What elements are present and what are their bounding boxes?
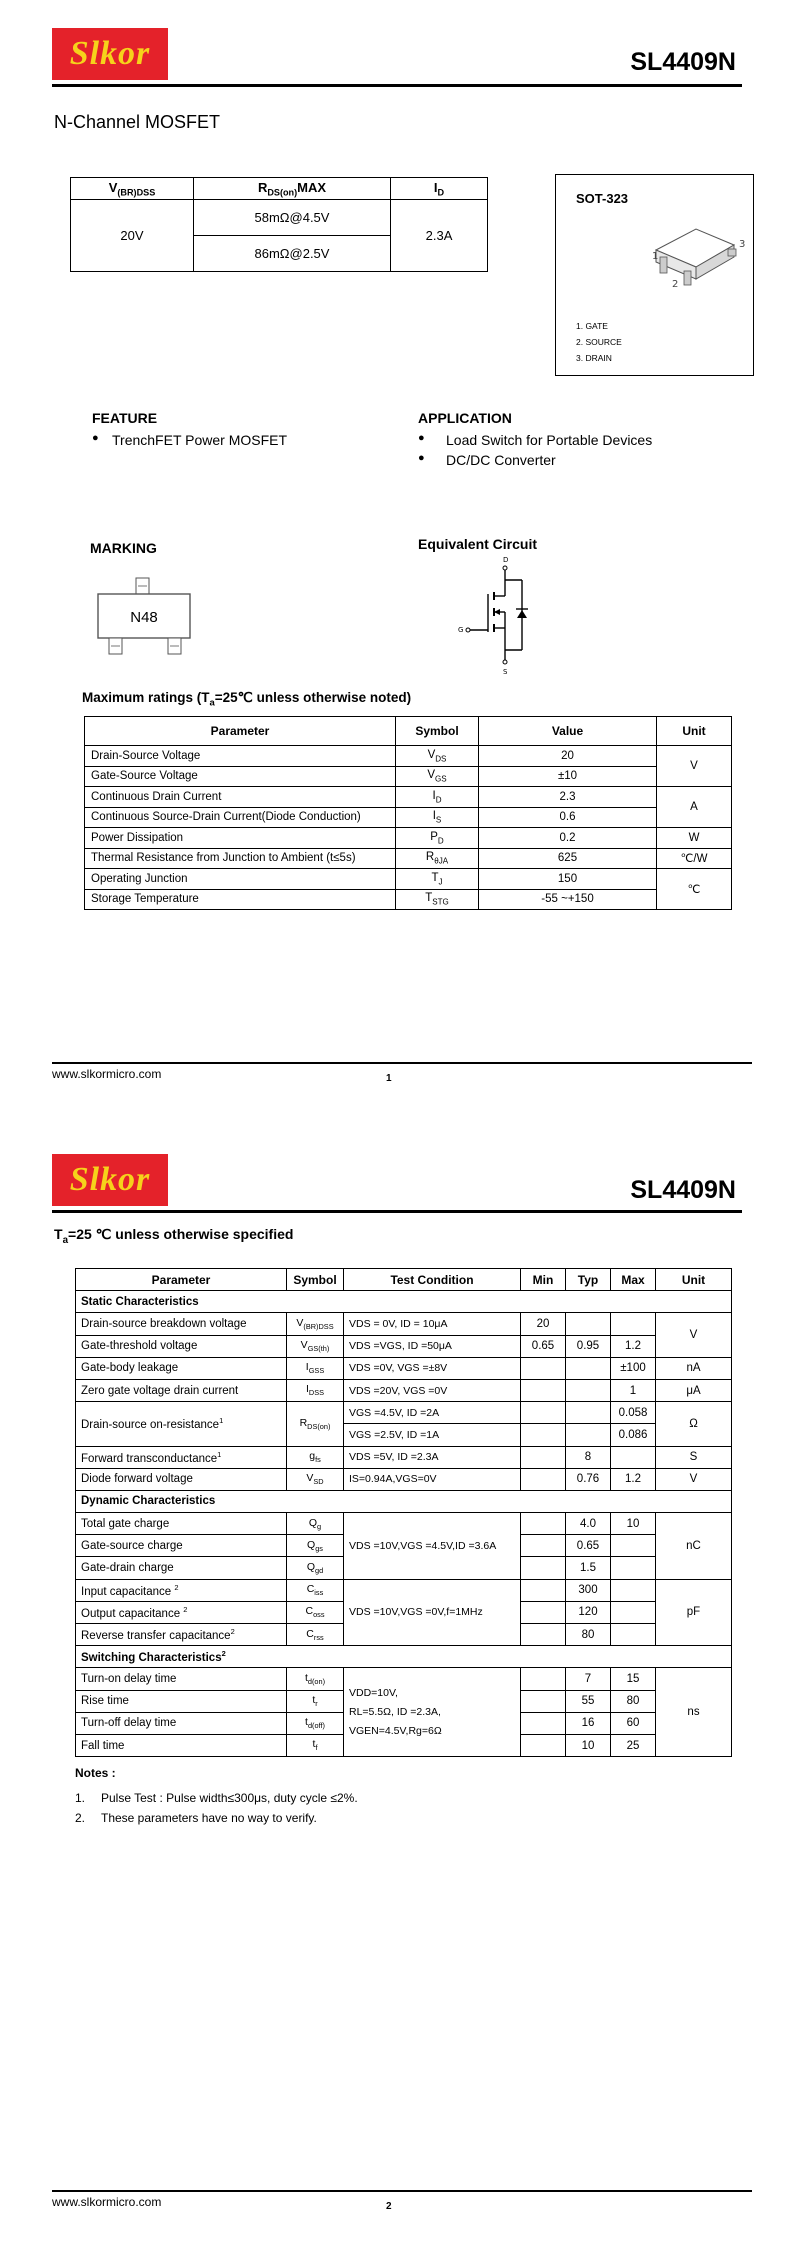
table-row: Power Dissipation $P_D$ 0.2 W [85, 828, 732, 849]
switching-section-title: Switching Characteristics$^2$ [76, 1646, 732, 1668]
page-number: 2 [386, 2201, 392, 2212]
feature-item: ● TrenchFET Power MOSFET [92, 432, 287, 452]
table-row: Turn-off delay time $t_{d(off)}$ 16 60 [76, 1712, 732, 1734]
footer-url: www.slkormicro.com [52, 2195, 162, 2209]
rds-header: $R_{DS(on)}MAX$ [194, 178, 391, 200]
pin-label-source: 2. SOURCE [576, 337, 622, 347]
conditions-heading: $T_a=25$ ℃ unless otherwise specified [54, 1226, 294, 1246]
table-row: Reverse transfer capacitance$^2$ $C_{rss}$ 80 [76, 1624, 732, 1646]
device-subtitle: N-Channel MOSFET [54, 112, 221, 132]
sot323-package-drawing [646, 215, 746, 295]
max-ratings-table [84, 716, 732, 910]
feature-list [92, 432, 287, 452]
table-row: Fall time $t_f$ 10 25 [76, 1734, 732, 1756]
part-number: SL4409N [630, 1176, 736, 1204]
table-row: Continuous Source-Drain Current(Diode Conduction) $I_S$ 0.6 [85, 807, 732, 828]
table-row: Total gate charge $Q_g$ VDS =10V,VGS =4.5V,ID =3.6A 4.0 10 nC [76, 1513, 732, 1535]
gate-label: G [458, 626, 464, 634]
part-number: SL4409N [630, 48, 736, 76]
table-row: Operating Junction $T_J$ 150 ℃ [85, 869, 732, 890]
table-row: Gate-Source Voltage $V_{GS}$ ±10 [85, 766, 732, 787]
equivalent-circuit-title: Equivalent Circuit [418, 536, 538, 552]
table-row: Zero gate voltage drain current $I_{DSS}$ VDS =20V, VGS =0V 1 μA [76, 1379, 732, 1401]
footer-rule [52, 2190, 752, 2192]
table-row: Input capacitance $^2$ $C_{iss}$ VDS =10V,VGS =0V,f=1MHz 300 pF [76, 1579, 732, 1601]
pin-label-drain: 3. DRAIN [576, 353, 612, 363]
table-row: Drain-source on-resistance$^1$ $R_{DS(on)}$ VGS =4.5V, ID =2A 0.058 Ω [76, 1402, 732, 1424]
package-name: SOT-323 [576, 191, 629, 206]
marking-title: MARKING [90, 540, 157, 556]
table-row: Rise time $t_r$ 55 80 [76, 1690, 732, 1712]
vdss-header: $V_{(BR)DSS}$ [71, 178, 194, 200]
application-list [418, 432, 652, 472]
marking-package-drawing [92, 576, 202, 668]
col-value: Value [479, 717, 657, 746]
col-symbol: Symbol [396, 717, 479, 746]
notes-list [75, 1788, 358, 1828]
max-ratings-title: Maximum ratings ($T_a=25℃$ unless otherwise noted) [82, 690, 412, 709]
summary-table [70, 177, 488, 272]
dynamic-section-title: Dynamic Characteristics [76, 1490, 732, 1512]
table-row: VGS =2.5V, ID =1A 0.086 [76, 1424, 732, 1446]
package-box [555, 174, 754, 376]
table-row: Gate-source charge $Q_{gs}$ 0.65 [76, 1535, 732, 1557]
header-rule [52, 84, 742, 87]
header-rule [52, 1210, 742, 1213]
slkor-logo: Slkor [52, 1154, 168, 1206]
id-header: $I_D$ [391, 178, 488, 200]
id-value: 2.3A [391, 200, 488, 272]
footer-url: www.slkormicro.com [52, 1067, 162, 1081]
table-row: Thermal Resistance from Junction to Ambient (t≤5s) $R_{\theta JA}$ 625 ℃/W [85, 848, 732, 869]
note-item: 1. Pulse Test : Pulse width≤300μs, duty cycle ≤2%. [75, 1791, 358, 1805]
static-section-title: Static Characteristics [76, 1291, 732, 1313]
note-item: 2. These parameters have no way to verify. [75, 1811, 317, 1825]
table-row: Continuous Drain Current $I_D$ 2.3 A [85, 787, 732, 808]
table-row: Diode forward voltage $V_{SD}$ IS=0.94A,VGS=0V 0.76 1.2 V [76, 1468, 732, 1490]
table-row: Drain-source breakdown voltage $V_{(BR)DSS}$ VDS = 0V, ID = 10μA 20 V [76, 1313, 732, 1335]
col-unit: Unit [657, 717, 732, 746]
rds-value-1: 58mΩ@4.5V [194, 200, 391, 236]
pin-number-2: 2 [672, 279, 679, 290]
pin-label-gate: 1. GATE [576, 321, 608, 331]
table-row: Drain-Source Voltage $V_{DS}$ 20 V [85, 746, 732, 767]
table-row: Gate-body leakage $I_{GSS}$ VDS =0V, VGS =±8V ±100 nA [76, 1357, 732, 1379]
rds-value-2: 86mΩ@2.5V [194, 236, 391, 272]
col-parameter: Parameter [85, 717, 396, 746]
equivalent-circuit-diagram [450, 556, 540, 676]
feature-title: FEATURE [92, 410, 158, 426]
notes-title: Notes : [75, 1766, 116, 1780]
source-label: S [503, 668, 508, 676]
table-row: Gate-threshold voltage $V_{GS(th)}$ VDS =VGS, ID =50μA 0.65 0.95 1.2 [76, 1335, 732, 1357]
table-row: Output capacitance $^2$ $C_{oss}$ 120 [76, 1601, 732, 1623]
electrical-characteristics-table: Parameter Symbol Test Condition Min Typ Max Unit Static Characteristics Drain-source breakdown voltage $V_{(BR)DSS}$ VDS = 0V, ID = 10μA 20 V Gate-threshold voltage $V_{GS(th)}$ VDS =VGS, ID =50μA 0.65 0.95 1.2 Gate-body leakage $I_{GSS}$ VDS =0V, VGS =±8V ±100 nA Zero gate voltage drain current $I_{DSS}$ VDS =20V, VGS =0V 1 μA Drain-source on-resistance$^1$ $R_{DS(on)}$ VGS =4.5V, ID =2A 0.058 Ω VGS =2.5V, ID =1A 0.086 Forward transconductance$^1$ $g_{fs}$ VDS =5V, ID =2.3A 8 S Diode forward voltage $V_{SD}$ IS=0.94A,VGS=0V 0.76 1.2 V Dynamic Characteristics Total gate charge $Q_g$ VDS =10V,VGS =4.5V,ID =3.6A 4.0 10 nC Gate-source charge $Q_{gs}$ 0.65 Gate-drain charge $Q_{gd}$ 1.5 Input capacitance $^2$ $C_{iss}$ VDS =10V,VGS =0V,f=1MHz 300 pF Output capacitance $^2$ $C_{oss}$ 120 Reverse transfer capacitance$^2$ $C_{rss}$ 80 Switching Characteristics$^2$ Turn-on delay time $t_{d(on)}$ VDD=10V, RL=5.5Ω, ID =2.3A, VGEN=4.5V,Rg=6Ω 7 15 ns Rise time $t_r$ 55 80 Turn-off delay time $t_{d(off)}$ 16 60 Fall time $t_f$ 10 25 [75, 1268, 732, 1757]
application-item: ● DC/DC Converter [418, 452, 652, 472]
table-row: Storage Temperature $T_{STG}$ -55 ~+150 [85, 889, 732, 910]
marking-code: N48 [130, 609, 158, 626]
table-row: Turn-on delay time $t_{d(on)}$ VDD=10V, RL=5.5Ω, ID =2.3A, VGEN=4.5V,Rg=6Ω 7 15 ns [76, 1668, 732, 1690]
footer-rule [52, 1062, 752, 1064]
pin-labels [576, 318, 622, 366]
table-row: Gate-drain charge $Q_{gd}$ 1.5 [76, 1557, 732, 1579]
slkor-logo: Slkor [52, 28, 168, 80]
pin-number-3: 3 [739, 239, 746, 250]
pin-number-1: 1 [652, 251, 659, 262]
application-title: APPLICATION [418, 410, 512, 426]
page-number: 1 [386, 1073, 392, 1084]
vdss-value: 20V [71, 200, 194, 272]
application-item: ● Load Switch for Portable Devices [418, 432, 652, 452]
table-row: Forward transconductance$^1$ $g_{fs}$ VDS =5V, ID =2.3A 8 S [76, 1446, 732, 1468]
drain-label: D [503, 556, 509, 564]
